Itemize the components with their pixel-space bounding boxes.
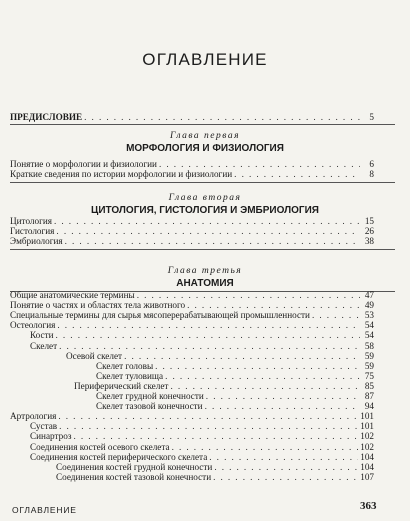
leader-dots	[84, 112, 360, 123]
toc-entry-label: Эмбриология	[10, 236, 63, 246]
toc-entry-preface	[10, 112, 374, 123]
toc-entry	[10, 169, 374, 180]
chapter-2-title: ЦИТОЛОГИЯ, ГИСТОЛОГИЯ И ЭМБРИОЛОГИЯ	[91, 205, 319, 216]
page-number: 363	[360, 500, 377, 512]
toc-entry-page: 53	[364, 310, 374, 321]
toc-entry-page: 59	[364, 360, 374, 371]
toc-entry-page: 87	[364, 391, 374, 401]
chapter-1-label: Глава первая	[169, 131, 241, 141]
toc-entry-label: Соединения костей грудной конечности	[56, 461, 213, 472]
toc-entry-page: 15	[364, 216, 374, 226]
toc-entry-label: Соединения костей периферического скелета	[30, 451, 208, 462]
toc-entry-label: Скелет туловища	[96, 370, 164, 381]
section-rule	[10, 124, 395, 125]
toc-entry-page: 102	[360, 441, 374, 452]
toc-entry-label: Сустав	[30, 421, 58, 432]
toc-entry-label: Скелет грудной конечности	[96, 391, 204, 401]
toc-entry-label: Цитология	[10, 216, 53, 226]
toc-entry-label: Специальные термины для сырья мясоперерабатывающей промышленности	[10, 310, 310, 321]
leader-dots	[213, 472, 358, 483]
toc-entry-page: 38	[364, 236, 374, 246]
toc-entry-label: Скелет тазовой конечности	[96, 401, 203, 412]
leader-dots	[234, 169, 360, 180]
toc-entry-label: Скелет	[30, 340, 58, 351]
toc-entry-page: 104	[360, 461, 374, 472]
toc-entry-label: Соединения костей тазовой конечности	[56, 471, 212, 482]
running-head: ОГЛАВЛЕНИЕ	[12, 505, 77, 515]
section-rule	[10, 182, 395, 183]
toc-entry-page: 107	[360, 471, 374, 482]
chapter-2-label: Глава вторая	[168, 193, 242, 203]
toc-entry-page: 54	[364, 330, 374, 341]
toc-entry-label: Понятие о частях и областях тела животного	[10, 300, 186, 311]
toc-entry-page: 102	[360, 431, 374, 442]
toc-entry-label: Скелет головы	[96, 360, 154, 371]
toc-entry-page: 101	[360, 411, 374, 422]
toc-entry-page: 49	[364, 300, 374, 311]
toc-entry-label: Соединения костей осевого скелета	[30, 441, 170, 452]
toc-entry-page: 104	[360, 451, 374, 462]
toc-entry-page: 94	[364, 401, 374, 412]
toc-entry-page: 85	[364, 380, 374, 391]
toc-entry-label: Гистология	[10, 226, 55, 236]
chapter-3-label: Глава третья	[167, 266, 243, 276]
toc-entry-page: 47	[364, 290, 374, 300]
toc-entry-page: 26	[364, 226, 374, 236]
toc-entry-page: 6	[369, 159, 374, 169]
toc-entry-label: Краткие сведения по истории морфологии и физиологии	[10, 169, 233, 179]
toc-entry-label: Остеология	[10, 320, 56, 331]
toc-entry-page: 75	[364, 370, 374, 381]
chapter-1-title: МОРФОЛОГИЯ И ФИЗИОЛОГИЯ	[126, 143, 284, 154]
toc-entry-page: 54	[364, 320, 374, 331]
toc-entry-page: 59	[364, 350, 374, 361]
toc-entry-label: ПРЕДИСЛОВИЕ	[10, 112, 83, 122]
toc-entry-label: Общие анатомические термины	[10, 290, 135, 300]
chapter-3-title: АНАТОМИЯ	[176, 278, 234, 289]
leader-dots	[65, 236, 360, 247]
toc-entry-label: Синартроз	[30, 431, 72, 442]
toc-entry-page: 8	[369, 169, 374, 179]
toc-entry-label: Кости	[30, 330, 54, 341]
toc-entry	[56, 472, 374, 483]
toc-entry-label: Артрология	[10, 411, 57, 422]
toc-entry-page: 58	[364, 340, 374, 351]
section-rule	[10, 249, 395, 250]
toc-entry	[10, 236, 374, 247]
toc-entry-page: 101	[360, 421, 374, 432]
toc-entry-page: 5	[369, 112, 374, 122]
toc-entry-label: Понятие о морфологии и физиологии	[10, 159, 157, 169]
toc-entry-label: Периферический скелет	[74, 380, 169, 391]
toc-entry-label: Осевой скелет	[66, 350, 123, 361]
page-title: ОГЛАВЛЕНИЕ	[142, 50, 268, 69]
